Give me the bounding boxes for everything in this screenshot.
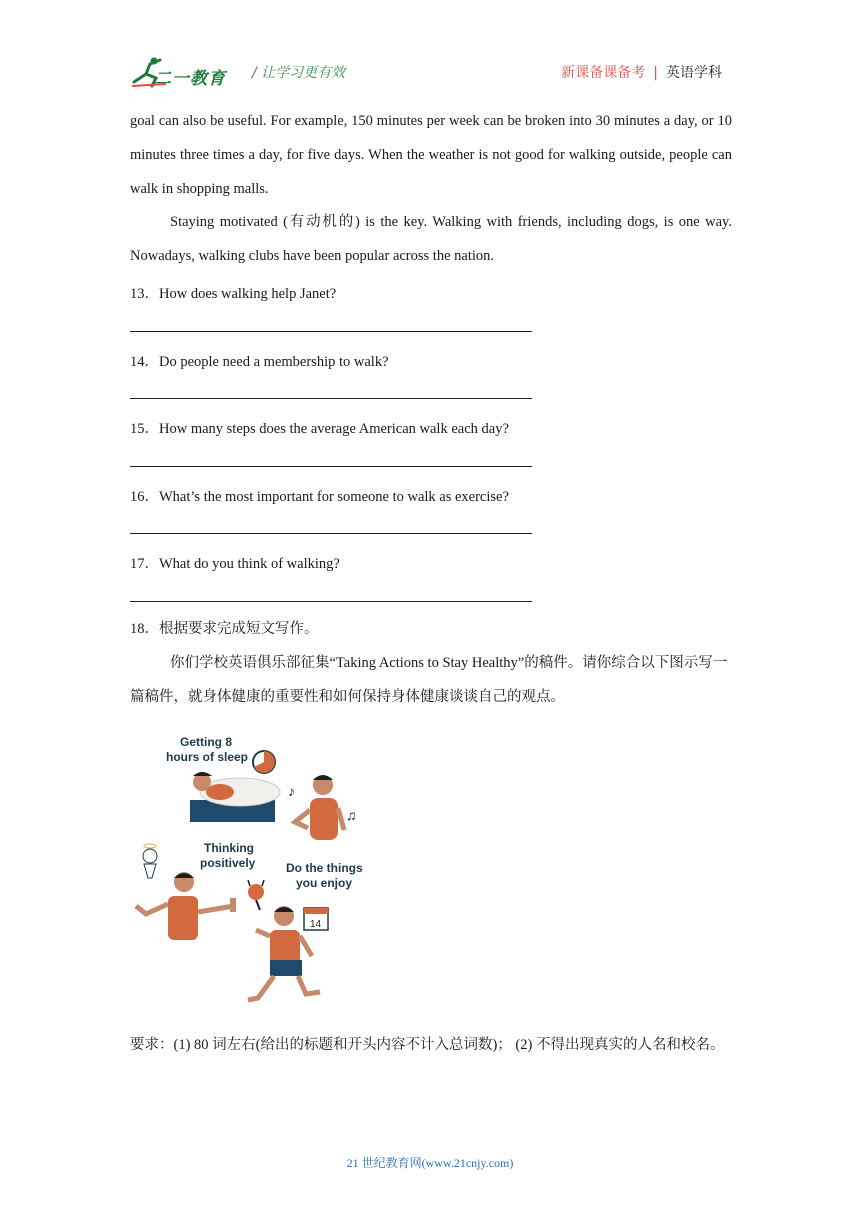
label-sleep-line1: Getting 8 (180, 735, 233, 749)
page-header (130, 52, 730, 92)
answer-line-15[interactable] (130, 466, 532, 467)
label-think-line1: Thinking (204, 841, 254, 855)
music-note-icon: ♪ (288, 785, 295, 800)
question-number: 14． (130, 354, 159, 370)
logo (130, 56, 240, 88)
passage-paragraph-1: goal can also be useful. For example, 150 minutes per week can be broken into 30 minutes a day, or 10 minutes three times a day, for five days. When the weather is not good for walking outside, people can walk in shopping malls. (130, 113, 732, 197)
writing-instruction: 你们学校英语俱乐部征集“Taking Actions to Stay Healthy”的稿件。请你综合以下图示写一篇稿件，就身体健康的重要性和如何保持身体健康谈谈自己的观点。 (130, 655, 728, 705)
label-think-line2: positively (200, 856, 256, 870)
thinking-person (136, 872, 236, 940)
question-14 (130, 350, 389, 371)
question-number: 15． (130, 421, 159, 437)
question-17 (130, 552, 340, 573)
logo-text: 二一教育 (154, 69, 226, 89)
music-note-icon: ♫ (346, 809, 357, 824)
header-subject (561, 62, 722, 82)
label-enjoy-line2: you enjoy (296, 876, 353, 890)
answer-line-16[interactable] (130, 533, 532, 534)
question-number: 16． (130, 489, 159, 505)
question-number: 13． (130, 286, 159, 302)
question-13 (130, 282, 336, 303)
header-tagline: 新课备课备考 (561, 65, 646, 81)
slogan: / 让学习更有效 (252, 65, 346, 81)
question-text: What’s the most important for someone to walk as exercise? (159, 489, 509, 505)
angel-icon (143, 844, 157, 878)
answer-line-17[interactable] (130, 601, 532, 602)
clock-icon (253, 751, 275, 773)
question-15 (130, 417, 509, 438)
header-subject-label: 英语学科 (666, 65, 722, 81)
question-text: How does walking help Janet? (159, 286, 337, 302)
question-text: How many steps does the average American walk each day? (159, 421, 509, 437)
answer-line-14[interactable] (130, 398, 532, 399)
sleeping-person (190, 772, 280, 822)
label-enjoy-line1: Do the things (286, 861, 363, 875)
header-separator: | (653, 65, 658, 81)
label-sleep-line2: hours of sleep (166, 750, 249, 764)
passage-paragraph-2: Staying motivated (有动机的) is the key. Walking with friends, including dogs, is one way. Nowadays, walking clubs have been popular across the nation. (130, 214, 732, 264)
music-person (288, 775, 357, 840)
calendar-day: 14 (310, 919, 322, 930)
question-16 (130, 485, 509, 506)
page-footer: 21 世纪教育网(www.21cnjy.com) (346, 1156, 514, 1170)
question-text: Do people need a membership to walk? (159, 354, 389, 370)
question-text: What do you think of walking? (159, 556, 340, 572)
writing-requirements: 要求：(1) 80 词左右(给出的标题和开头内容不计入总词数)； (2) 不得出现真实的人名和校名。 (130, 1037, 725, 1053)
answer-line-13[interactable] (130, 331, 532, 332)
devil-icon (248, 880, 264, 910)
calendar-icon (304, 908, 328, 930)
health-illustration (130, 730, 370, 1010)
question-number: 17． (130, 556, 159, 572)
writing-task-title: 18．根据要求完成短文写作。 (130, 621, 319, 637)
